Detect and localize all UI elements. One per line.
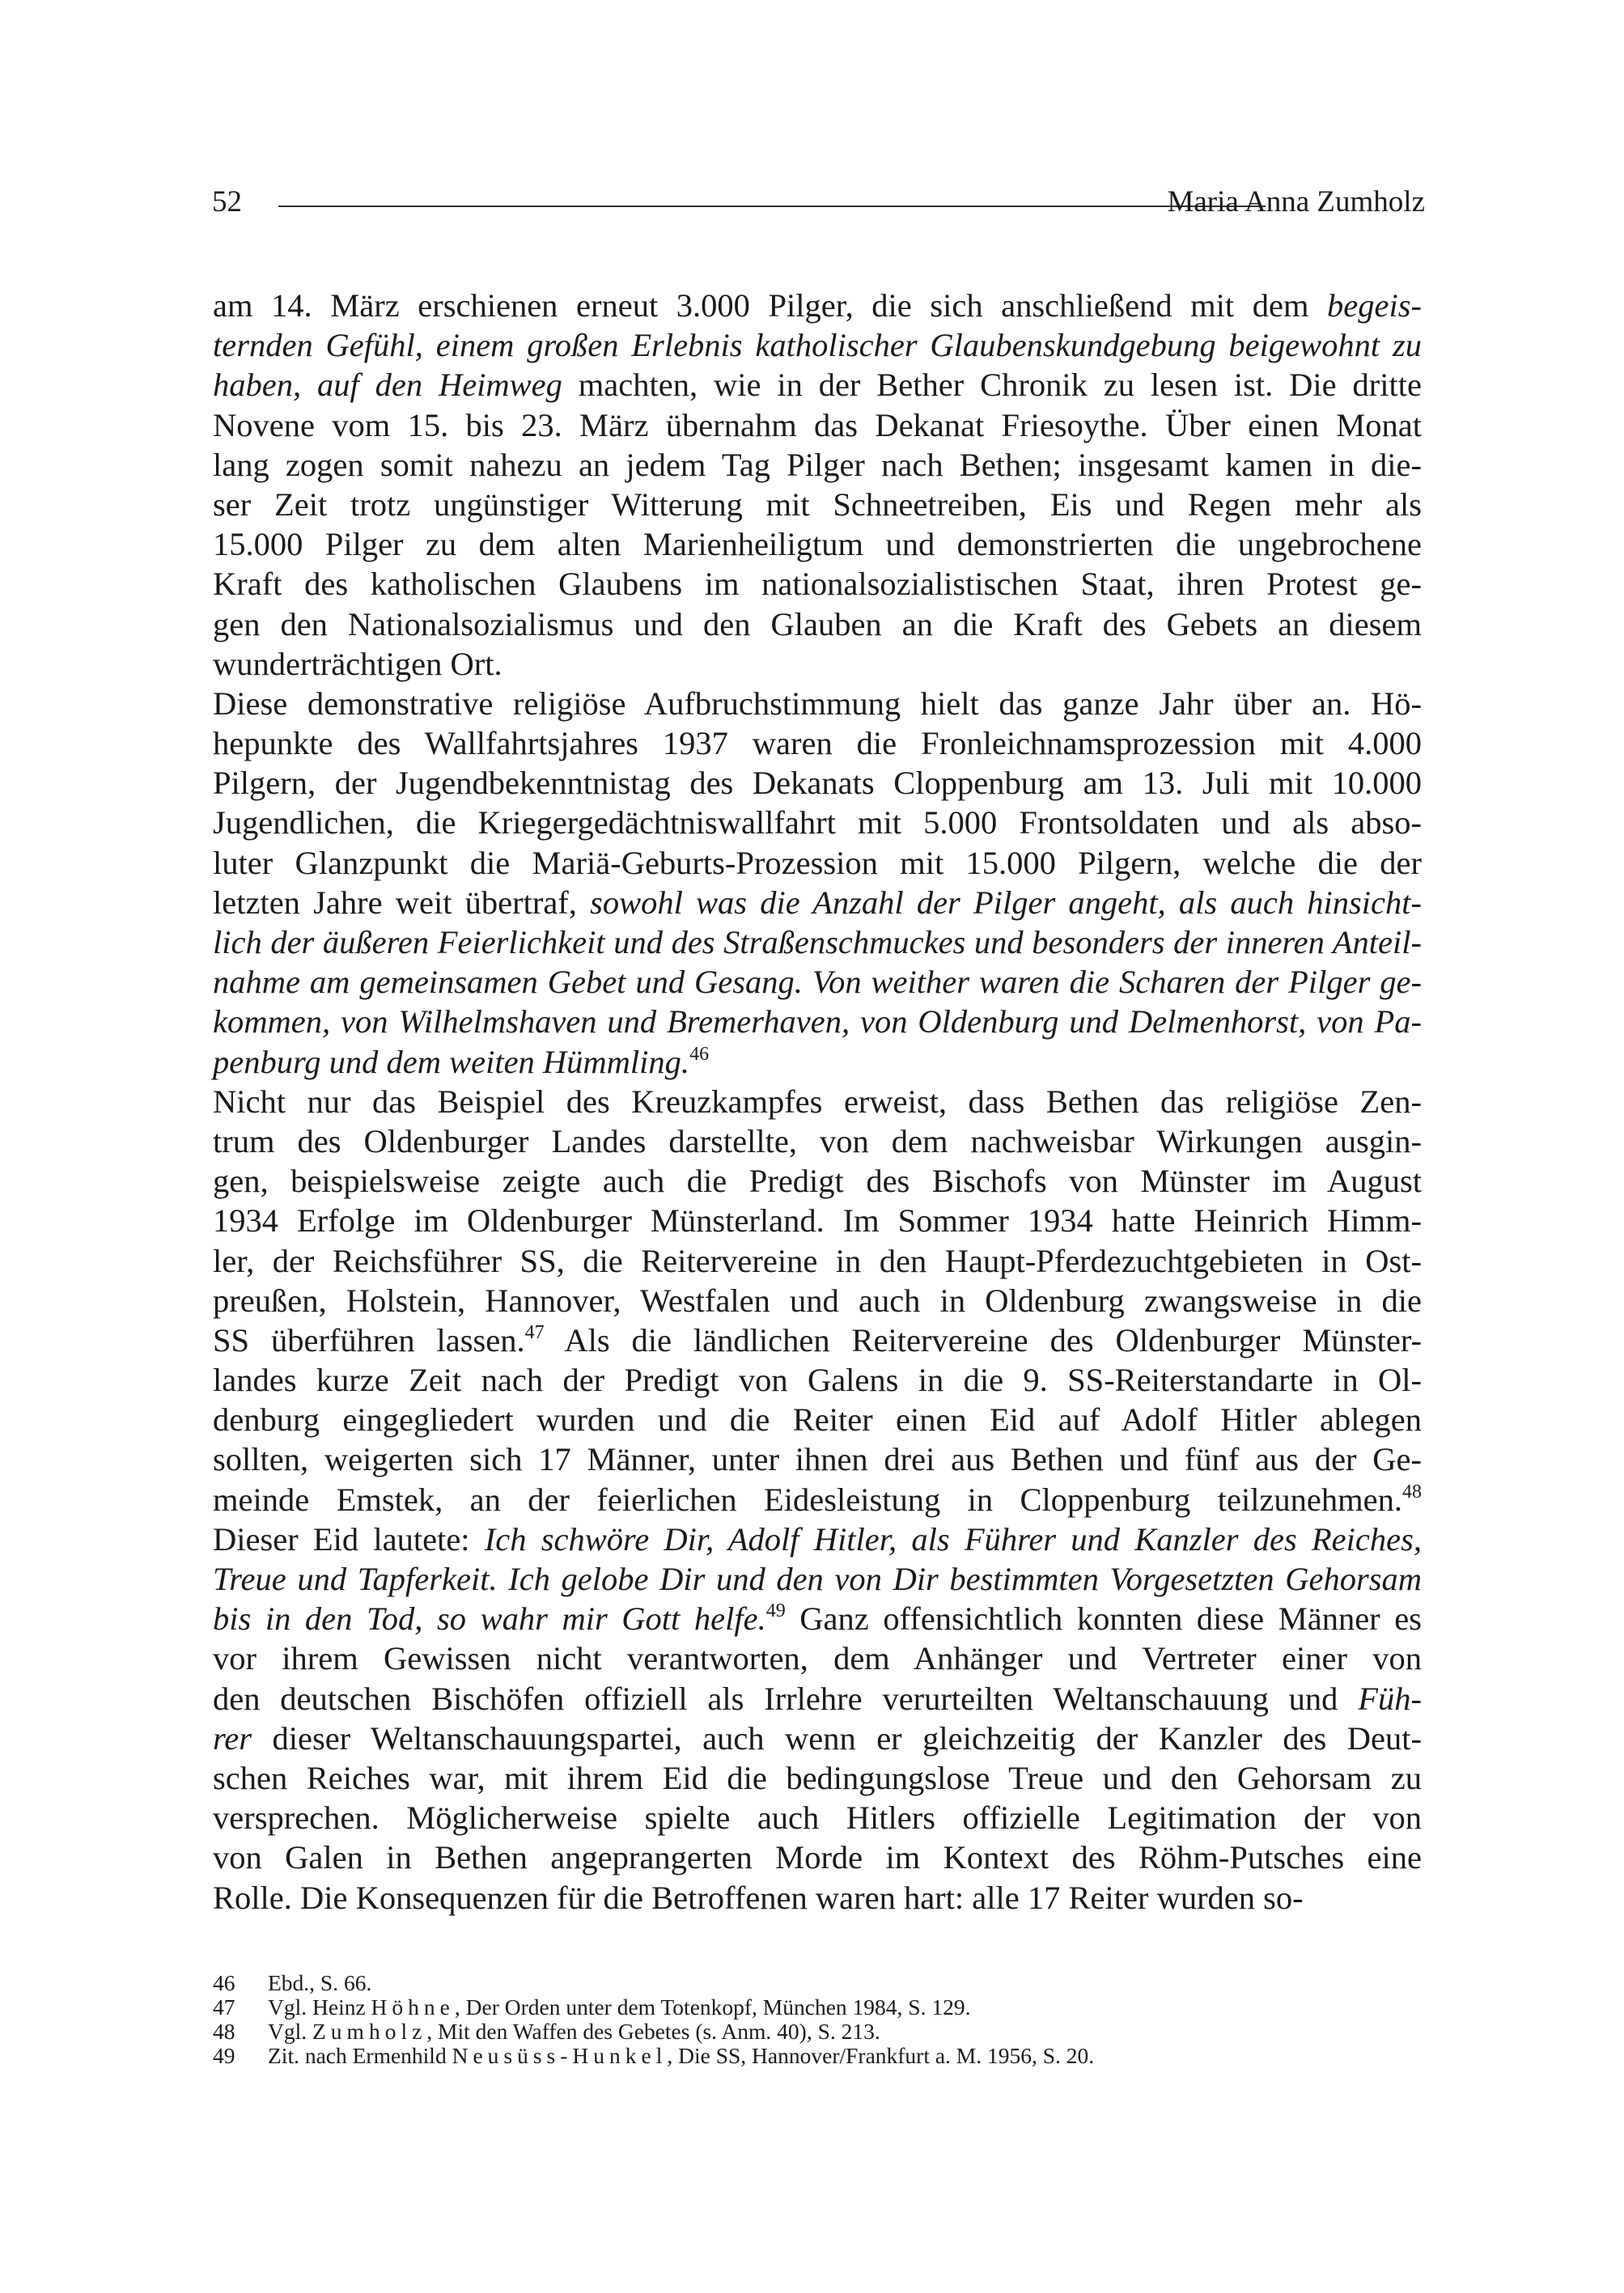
text-line: [213, 1201, 1422, 1240]
italic-span: lich der äußeren Feierlichkeit und des Straßenschmuckes und besonders der inneren Anteil-: [213, 924, 1422, 960]
text-line: [213, 922, 1422, 962]
text-span: Novene vom 15. bis 23. März übernahm das Dekanat Friesoythe. Über einen Monat: [213, 406, 1422, 443]
text-span: preußen, Holstein, Hannover, Westfalen und auch in Oldenburg zwangsweise in die: [213, 1282, 1422, 1319]
footnote-text: Zit. nach Ermenhild: [268, 2043, 452, 2068]
text-line: [213, 1599, 1422, 1638]
footnote: [213, 2020, 1422, 2044]
footnote-number: 47: [213, 1994, 235, 2020]
italic-span: Füh-: [1358, 1680, 1422, 1717]
text-span: Dieser Eid lautete:: [213, 1520, 485, 1558]
footnote-text: Ebd., S. 66.: [268, 1970, 372, 1995]
text-line: [213, 485, 1422, 524]
text-span: von Galen in Bethen angeprangerten Morde im Kontext des Röhm-Putsches eine: [213, 1839, 1422, 1876]
text-span: Ganz offensichtlich konnten diese Männer es: [785, 1600, 1422, 1638]
footnote-ref: 47: [524, 1321, 545, 1343]
text-line: [213, 365, 1422, 405]
text-line: [213, 1878, 1422, 1918]
text-line: [213, 445, 1422, 485]
text-span: machten, wie in der Bether Chronik zu lesen ist. Die dritte: [562, 367, 1423, 404]
text-line: [213, 325, 1422, 365]
text-span: versprechen. Möglicherweise spielte auch Hitlers offizielle Legitimation der von: [213, 1799, 1422, 1837]
footnote-text: , Die SS, Hannover/Frankfurt a. M. 1956, S. 20.: [667, 2043, 1095, 2068]
text-line: [213, 1161, 1422, 1201]
text-span: ser Zeit trotz ungünstiger Witterung mit Schneetreiben, Eis und Regen mehr als: [213, 485, 1422, 523]
text-line: [213, 604, 1422, 644]
text-span: ler, der Reichsführer SS, die Reitervereine in den Haupt-Pferdezuchtgebieten in Ost-: [213, 1242, 1422, 1279]
italic-span: begeis-: [1327, 287, 1422, 324]
text-line: [213, 286, 1422, 325]
footnote-ref: 46: [689, 1043, 710, 1065]
text-line: [213, 883, 1422, 922]
text-span: am 14. März erschienen erneut 3.000 Pilger, die sich anschließend mit dem: [213, 287, 1328, 324]
footnote-text: , Mit den Waffen des Gebetes (s. Anm. 40), S. 213.: [426, 2019, 880, 2044]
text-line: [213, 843, 1422, 883]
italic-span: nahme am gemeinsamen Gebet und Gesang. Von weither waren die Scharen der Pilger ge-: [213, 964, 1422, 1001]
text-span: Pilgern, der Jugendbekenntnistag des Dekanats Cloppenburg am 13. Juli mit 10.000: [213, 765, 1422, 802]
text-line: [213, 405, 1422, 445]
text-span: den deutschen Bischöfen offiziell als Irrlehre verurteilten Weltanschauung und: [213, 1680, 1359, 1717]
italic-span: haben, auf den Heimweg: [213, 367, 562, 404]
italic-span: ternden Gefühl, einem großen Erlebnis katholischer Glaubenskundgebung beigewohnt zu: [213, 327, 1422, 364]
italic-span: rer: [213, 1719, 252, 1757]
text-span: Jugendlichen, die Kriegergedächtniswallfahrt mit 5.000 Frontsoldaten und als abso-: [213, 804, 1422, 841]
text-line: [213, 1837, 1422, 1877]
text-line: [213, 723, 1422, 763]
text-line: [213, 1042, 1422, 1082]
text-line: [213, 1400, 1422, 1439]
italic-span: Treue und Tapferkeit. Ich gelobe Dir und den von Dir bestimmten Vorgesetzten Gehorsam: [213, 1561, 1422, 1597]
italic-span: sowohl was die Anzahl der Pilger angeht, als auch hinsicht-: [590, 884, 1422, 921]
running-head-author: Maria Anna Zumholz: [1167, 185, 1425, 218]
footnote-text: Vgl.: [268, 2019, 312, 2044]
author-name: Neusüss-Hunkel: [452, 2043, 668, 2068]
text-line: [213, 763, 1422, 803]
footnote-ref: 48: [1402, 1481, 1422, 1503]
text-span: meinde Emstek, an der feierlichen Eidesleistung in Cloppenburg teilzunehmen.: [213, 1481, 1402, 1518]
text-line: [213, 684, 1422, 723]
text-line: [213, 1638, 1422, 1678]
text-span: letzten Jahre weit übertraf,: [213, 884, 591, 921]
text-line: [213, 1480, 1422, 1519]
footnote-number: 46: [213, 1970, 235, 1995]
text-line: [213, 1679, 1422, 1719]
text-span: wunderträchtigen Ort.: [213, 645, 502, 682]
text-span: SS überführen lassen.: [213, 1321, 525, 1358]
text-span: luter Glanzpunkt die Mariä-Geburts-Prozession mit 15.000 Pilgern, welche die der: [213, 844, 1422, 881]
text-span: Nicht nur das Beispiel des Kreuzkampfes erweist, dass Bethen das religiöse Zen-: [213, 1083, 1422, 1120]
footnotes: [213, 1971, 1422, 2068]
author-name: Zumholz: [312, 2019, 427, 2044]
text-span: sollten, weigerten sich 17 Männer, unter ihnen drei aus Bethen und fünf aus der Ge-: [213, 1441, 1422, 1478]
text-span: trum des Oldenburger Landes darstellte, von dem nachweisbar Wirkungen ausgin-: [213, 1122, 1422, 1159]
text-span: hepunkte des Wallfahrtsjahres 1937 waren die Fronleichnamsprozession mit 4.000: [213, 725, 1422, 762]
text-line: [213, 524, 1422, 564]
italic-span: Ich schwöre Dir, Adolf Hitler, als Führer und Kanzler des Reiches,: [484, 1520, 1422, 1558]
text-span: lang zogen somit nahezu an jedem Tag Pilger nach Bethen; insgesamt kamen in die-: [213, 446, 1422, 483]
text-span: vor ihrem Gewissen nicht verantworten, dem Anhänger und Vertreter einer von: [213, 1640, 1422, 1677]
footnote-ref: 49: [765, 1600, 786, 1622]
text-span: Rolle. Die Konsequenzen für die Betroffenen waren hart: alle 17 Reiter wurden so-: [213, 1879, 1304, 1916]
text-span: gen, beispielsweise zeigte auch die Predigt des Bischofs von Münster im August: [213, 1163, 1422, 1200]
text-line: [213, 1360, 1422, 1400]
footnote-text: Vgl. Heinz: [268, 1994, 371, 2020]
footnote-number: 48: [213, 2019, 235, 2044]
running-head: [212, 183, 1425, 231]
text-line: [213, 644, 1422, 684]
header-rule: [278, 206, 1266, 207]
text-line: [213, 1320, 1422, 1360]
italic-span: bis in den Tod, so wahr mir Gott helfe.: [213, 1600, 766, 1638]
text-span: Als die ländlichen Reitervereine des Oldenburger Münster-: [544, 1321, 1423, 1358]
author-name: Höhne: [371, 1994, 455, 2020]
page-number: 52: [212, 185, 242, 218]
text-span: schen Reiches war, mit ihrem Eid die bedingungslose Treue und den Gehorsam zu: [213, 1759, 1422, 1796]
text-line: [213, 962, 1422, 1002]
text-line: [213, 1082, 1422, 1121]
footnote: [213, 1971, 1422, 1995]
text-line: [213, 564, 1422, 604]
text-span: dieser Weltanschauungspartei, auch wenn er gleichzeitig der Kanzler des Deut-: [252, 1719, 1422, 1757]
text-line: [213, 1121, 1422, 1161]
text-span: landes kurze Zeit nach der Predigt von Galens in die 9. SS-Reiterstandarte in Ol-: [213, 1362, 1422, 1399]
footnote: [213, 1995, 1422, 2020]
text-line: [213, 1758, 1422, 1798]
text-line: [213, 1002, 1422, 1041]
text-span: Diese demonstrative religiöse Aufbruchstimmung hielt das ganze Jahr über an. Hö-: [213, 685, 1422, 722]
text-span: 15.000 Pilger zu dem alten Marienheiligtum und demonstrierten die ungebrochene: [213, 526, 1422, 563]
text-span: Kraft des katholischen Glaubens im nationalsozialistischen Staat, ihren Protest ge-: [213, 566, 1422, 603]
footnote: [213, 2044, 1422, 2068]
text-line: [213, 1439, 1422, 1479]
italic-span: penburg und dem weiten Hümmling.: [213, 1043, 690, 1080]
text-line: [213, 1798, 1422, 1837]
text-line: [213, 1241, 1422, 1281]
text-line: [213, 1559, 1422, 1599]
text-span: gen den Nationalsozialismus und den Glauben an die Kraft des Gebets an diesem: [213, 605, 1422, 642]
text-line: [213, 1719, 1422, 1758]
text-span: 1934 Erfolge im Oldenburger Münsterland. Im Sommer 1934 hatte Heinrich Himm-: [213, 1202, 1422, 1240]
text-span: denburg eingegliedert wurden und die Reiter einen Eid auf Adolf Hitler ablegen: [213, 1401, 1422, 1439]
text-line: [213, 1281, 1422, 1320]
body-text: [213, 286, 1422, 1918]
footnote-text: , Der Orden unter dem Totenkopf, München 1984, S. 129.: [454, 1994, 971, 2020]
footnote-number: 49: [213, 2043, 235, 2068]
text-line: [213, 1519, 1422, 1559]
text-line: [213, 803, 1422, 842]
italic-span: kommen, von Wilhelmshaven und Bremerhaven, von Oldenburg und Delmenhorst, von Pa-: [213, 1003, 1422, 1041]
